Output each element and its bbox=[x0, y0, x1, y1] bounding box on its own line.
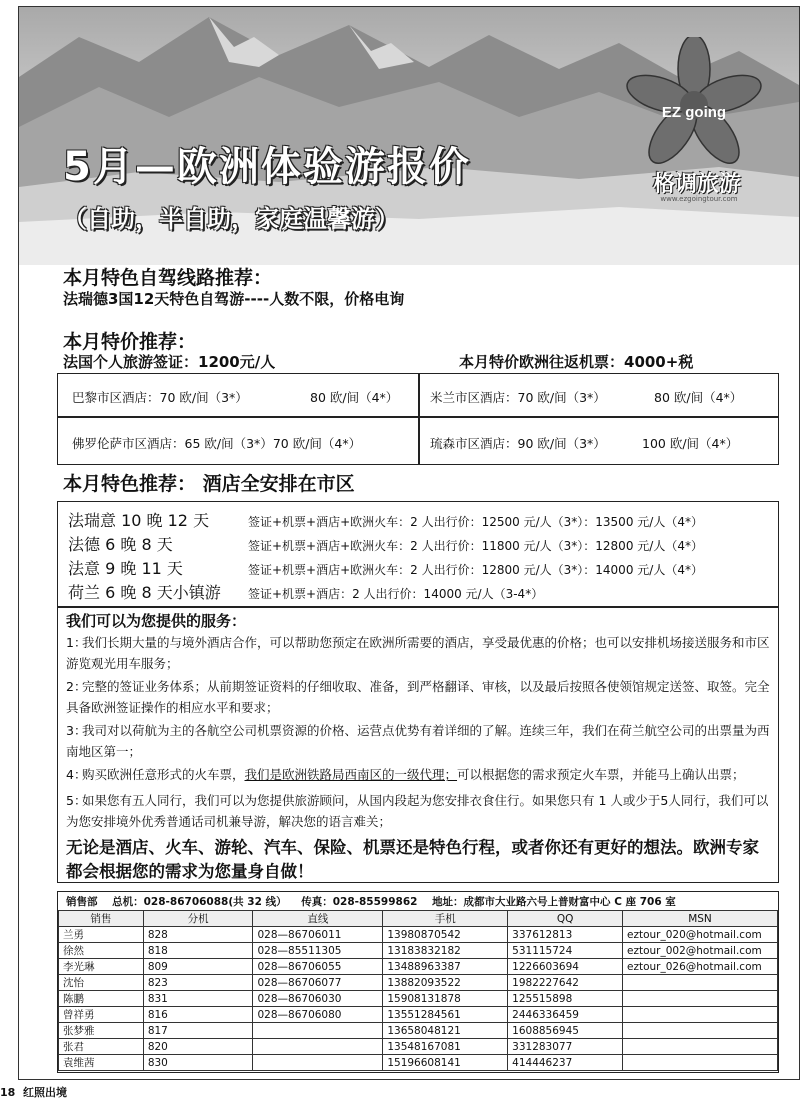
table-cell: 1982227642 bbox=[508, 975, 623, 991]
table-cell: 816 bbox=[143, 1007, 253, 1023]
table-cell: 828 bbox=[143, 927, 253, 943]
table-row bbox=[59, 1023, 778, 1039]
table-cell bbox=[253, 1023, 383, 1039]
table-cell: 13548167081 bbox=[383, 1039, 508, 1055]
page-number: 18 bbox=[0, 1086, 16, 1099]
table-row bbox=[59, 959, 778, 975]
self-drive-line: 法瑞德3国12天特色自驾游----人数不限，价格电询 bbox=[63, 290, 405, 308]
table-cell: 张君 bbox=[59, 1039, 144, 1055]
table-cell: 1608856945 bbox=[508, 1023, 623, 1039]
page-title: 5月—欧洲体验游报价 bbox=[63, 144, 471, 190]
tour-row: 法德 6 晚 8 天 签证+机票+酒店+欧洲火车：2 人出行价：11800 元/人（3*）：12800 元/人（4*） bbox=[68, 535, 703, 554]
tour-and-services-box bbox=[57, 501, 779, 883]
table-cell bbox=[623, 1039, 778, 1055]
table-cell: 13658048121 bbox=[383, 1023, 508, 1039]
table-cell: eztour_020@hotmail.com bbox=[623, 927, 778, 943]
table-cell: 125515898 bbox=[508, 991, 623, 1007]
table-row bbox=[59, 1055, 778, 1071]
visa-price: 法国个人旅游签证：1200元/人 bbox=[63, 353, 276, 371]
services-heading: 我们可以为您提供的服务： bbox=[66, 612, 247, 630]
table-cell: 13183832182 bbox=[383, 943, 508, 959]
table-row bbox=[59, 1039, 778, 1055]
service-item: 2：完整的签证业务体系；从前期签证资料的仔细收取、准备，到严格翻译、审核，以及最后按照各使领馆规定送签、取签。完全具备欧洲签证操作的相应水平和要求； bbox=[66, 679, 770, 715]
table-cell: 15196608141 bbox=[383, 1055, 508, 1071]
self-drive-heading: 本月特色自驾线路推荐： bbox=[63, 267, 273, 289]
service-item: 3：我司对以荷航为主的各航空公司机票资源的价格、运营点优势有着详细的了解。连续三年，我们在荷兰航空公司的出票量为西南地区第一； bbox=[66, 723, 770, 759]
hotel-cell-4star: 100 欧/间（4*） bbox=[642, 436, 739, 451]
table-cell bbox=[623, 975, 778, 991]
table-cell: 曾祥勇 bbox=[59, 1007, 144, 1023]
table-row bbox=[59, 1007, 778, 1023]
table-cell: 袁维茜 bbox=[59, 1055, 144, 1071]
closing-statement: 无论是酒店、火车、游轮、汽车、保险、机票还是特色行程，或者你还有更好的想法。欧洲专家都会根据您的需求为您量身自做！ bbox=[66, 838, 759, 881]
table-cell: 414446237 bbox=[508, 1055, 623, 1071]
table-cell: 1226603694 bbox=[508, 959, 623, 975]
brochure-page bbox=[18, 6, 800, 1080]
table-row bbox=[59, 975, 778, 991]
table-cell: 13488963387 bbox=[383, 959, 508, 975]
table-cell: eztour_026@hotmail.com bbox=[623, 959, 778, 975]
hotel-cell: 巴黎市区酒店：70 欧/间（3*） bbox=[72, 390, 248, 405]
hotel-cell: 米兰市区酒店：70 欧/间（3*） bbox=[430, 390, 606, 405]
table-cell: 028—86706077 bbox=[253, 975, 383, 991]
featured-heading: 本月特色推荐： 酒店全安排在市区 bbox=[63, 473, 355, 495]
table-row bbox=[59, 991, 778, 1007]
contact-info: 销售部 总机：028-86706088(共 32 线） 传真：028-85599862 地址：成都市大业路六号上普财富中心 C 座 706 室 bbox=[66, 896, 676, 908]
hotel-cell: 佛罗伦萨市区酒店：65 欧/间（3*）70 欧/间（4*） bbox=[72, 436, 362, 451]
rail-agent-note: 我们是欧洲铁路局西南区的一级代理； bbox=[244, 767, 458, 782]
table-row bbox=[59, 927, 778, 943]
logo-text: 格调旅游 bbox=[652, 172, 741, 197]
table-cell: 817 bbox=[143, 1023, 253, 1039]
table-cell: 531115724 bbox=[508, 943, 623, 959]
table-cell: 13882093522 bbox=[383, 975, 508, 991]
hotel-cell: 琉森市区酒店：90 欧/间（3*） bbox=[430, 436, 606, 451]
table-cell bbox=[623, 991, 778, 1007]
table-cell: 13551284561 bbox=[383, 1007, 508, 1023]
table-cell: 李光琳 bbox=[59, 959, 144, 975]
logo-brand: EZ going bbox=[661, 104, 727, 121]
table-cell: 028—86706011 bbox=[253, 927, 383, 943]
hotel-cell-4star: 80 欧/间（4*） bbox=[654, 390, 743, 405]
contact-table-box bbox=[57, 891, 779, 1073]
tour-row: 法瑞意 10 晚 12 天 签证+机票+酒店+欧洲火车：2 人出行价：12500 元/人（3*）：13500 元/人（4*） bbox=[68, 511, 703, 530]
table-cell: 028—86706030 bbox=[253, 991, 383, 1007]
magazine-name: 红照出境 bbox=[22, 1086, 67, 1099]
page-subtitle: （自助，半自助，家庭温馨游） bbox=[63, 205, 399, 233]
table-cell: 830 bbox=[143, 1055, 253, 1071]
table-cell bbox=[253, 1055, 383, 1071]
tour-row: 荷兰 6 晚 8 天小镇游 签证+机票+酒店：2 人出行价：14000 元/人（3-4*） bbox=[68, 583, 544, 602]
table-cell: 809 bbox=[143, 959, 253, 975]
table-cell: 沈怡 bbox=[59, 975, 144, 991]
table-cell: 337612813 bbox=[508, 927, 623, 943]
special-heading: 本月特价推荐： bbox=[63, 331, 197, 353]
service-item: 5：如果您有五人同行，我们可以为您提供旅游顾问，从国内段起为您安排衣食住行。如果您只有 1 人或少于5人同行，我们可以为您安排境外优秀普通话司机兼导游，解决您的语言难关； bbox=[66, 793, 769, 829]
table-cell: 818 bbox=[143, 943, 253, 959]
table-cell: 831 bbox=[143, 991, 253, 1007]
table-cell: 兰勇 bbox=[59, 927, 144, 943]
table-cell: 823 bbox=[143, 975, 253, 991]
sales-contact-table bbox=[58, 910, 778, 1071]
table-cell: 2446336459 bbox=[508, 1007, 623, 1023]
table-cell bbox=[623, 1055, 778, 1071]
table-cell bbox=[623, 1007, 778, 1023]
table-cell: 张梦雅 bbox=[59, 1023, 144, 1039]
table-cell: 028—86706080 bbox=[253, 1007, 383, 1023]
table-cell: 13980870542 bbox=[383, 927, 508, 943]
logo-url: www.ezgoingtour.com bbox=[660, 195, 738, 203]
table-cell: 331283077 bbox=[508, 1039, 623, 1055]
tour-row: 法意 9 晚 11 天 签证+机票+酒店+欧洲火车：2 人出行价：12800 元/人（3*）：14000 元/人（4*） bbox=[68, 559, 703, 578]
page-footer bbox=[0, 1084, 67, 1100]
service-item: 1：我们长期大量的与境外酒店合作，可以帮助您预定在欧洲所需要的酒店，享受最优惠的价格；也可以安排机场接送服务和市区游览观光用车服务； bbox=[66, 635, 770, 671]
table-row bbox=[59, 943, 778, 959]
table-header-row: 销售 分机 直线 手机 QQ MSN bbox=[59, 911, 778, 927]
table-cell: 820 bbox=[143, 1039, 253, 1055]
table-cell: 15908131878 bbox=[383, 991, 508, 1007]
hotel-price-grid bbox=[57, 373, 779, 465]
table-cell: 028—86706055 bbox=[253, 959, 383, 975]
table-cell: 徐然 bbox=[59, 943, 144, 959]
hotel-cell-4star: 80 欧/间（4*） bbox=[310, 390, 399, 405]
table-cell: 陈鹏 bbox=[59, 991, 144, 1007]
hero-banner bbox=[19, 7, 799, 265]
table-cell: eztour_002@hotmail.com bbox=[623, 943, 778, 959]
service-item: 4：购买欧洲任意形式的火车票，我们是欧洲铁路局西南区的一级代理；可以根据您的需求预定火车票，并能马上确认出票； bbox=[66, 767, 745, 782]
table-cell: 028—85511305 bbox=[253, 943, 383, 959]
flight-price: 本月特价欧洲往返机票：4000+税 bbox=[459, 353, 694, 371]
table-cell bbox=[623, 1023, 778, 1039]
table-cell bbox=[253, 1039, 383, 1055]
